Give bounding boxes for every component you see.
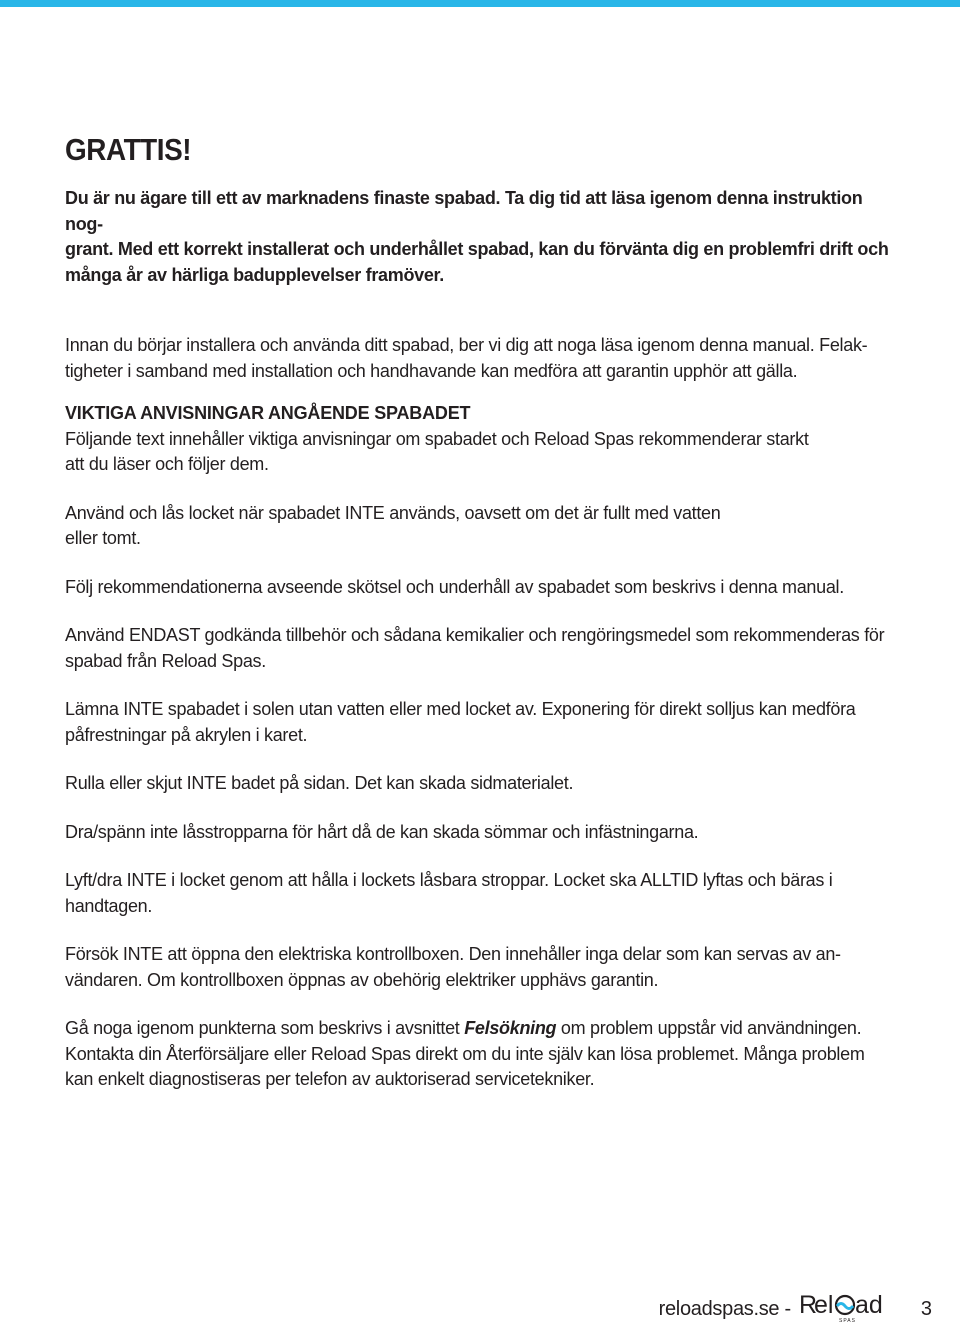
logo-wordmark: ad xyxy=(854,1290,883,1319)
rule-line: eller tomt. xyxy=(65,528,141,548)
rule-line: Rulla eller skjut INTE badet på sidan. Det kan skada sidmaterialet. xyxy=(65,773,574,793)
rule-line: Dra/spänn inte låsstropparna för hårt då de kan skada sömmar och infästningarna. xyxy=(65,821,699,842)
top-accent-bar xyxy=(0,0,960,7)
rule-line: Använd ENDAST godkända tillbehör och sådana kemikalier och rengöringsmedel som rekommenderas för xyxy=(65,625,885,645)
logo-wordmark: R xyxy=(798,1290,817,1319)
rule-item-lock-cover xyxy=(65,501,895,552)
innan-paragraph xyxy=(65,333,895,384)
section-lead xyxy=(65,427,895,478)
rule-line: Lämna INTE spabadet i solen utan vatten eller med locket av. Exponering för direkt solljus kan medföra xyxy=(65,699,856,719)
logo-graphic xyxy=(799,1290,899,1324)
section-heading: VIKTIGA ANVISNINGAR ANGÅENDE SPABADET xyxy=(65,403,471,423)
final-line: Kontakta din Återförsäljare eller Reload Spas direkt om du inte själv kan lösa problemet. Många problem xyxy=(65,1043,865,1064)
final-text: om problem uppstår vid användningen. xyxy=(556,1018,862,1038)
final-paragraph xyxy=(65,1016,895,1093)
felsokning-reference: Felsökning xyxy=(464,1018,557,1038)
logo-subtext: SPAS xyxy=(838,1317,856,1324)
section-lead-line: Följande text innehåller viktiga anvisningar om spabadet och Reload Spas rekommenderar starkt xyxy=(65,428,809,449)
intro-line: många år av härliga badupplevelser framöver. xyxy=(65,264,444,285)
rule-line: spabad från Reload Spas. xyxy=(65,650,266,671)
reload-spas-logo xyxy=(799,1290,899,1329)
rule-item-accessories xyxy=(65,623,895,674)
rule-item-maintenance xyxy=(65,575,895,601)
page-content xyxy=(65,128,895,1093)
final-line xyxy=(65,1016,895,1042)
innan-line: Innan du börjar installera och använda ditt spabad, ber vi dig att noga läsa igenom denna manual. Felak- xyxy=(65,335,868,355)
rule-line: Använd och lås locket när spabadet INTE används, oavsett om det är fullt med vatten xyxy=(65,502,721,523)
intro-line: grant. Med ett korrekt installerat och underhållet spabad, kan du förvänta dig en problemfri drift och xyxy=(65,239,889,259)
innan-line: tigheter i samband med installation och handhavande kan medföra att garantin upphör att gälla. xyxy=(65,360,798,381)
intro-paragraph xyxy=(65,186,895,288)
rule-item-straps xyxy=(65,820,895,846)
page-title: GRATTIS! xyxy=(65,132,192,167)
rule-item-roll xyxy=(65,771,895,797)
final-line: kan enkelt diagnostiseras per telefon av auktoriserad servicetekniker. xyxy=(65,1069,595,1089)
page-number: 3 xyxy=(920,1297,932,1320)
section-lead-line: att du läser och följer dem. xyxy=(65,454,269,474)
rule-line: Lyft/dra INTE i locket genom att hålla i lockets låsbara stroppar. Locket ska ALLTID lyftas och bäras i xyxy=(65,870,833,890)
rule-item-lift-cover xyxy=(65,868,895,919)
rule-line: handtagen. xyxy=(65,895,153,916)
intro-line: Du är nu ägare till ett av marknadens finaste spabad. Ta dig tid att läsa igenom denna instruktion nog- xyxy=(65,188,863,234)
rule-item-sun xyxy=(65,697,895,748)
rule-line: påfrestningar på akrylen i karet. xyxy=(65,724,308,745)
final-text: Gå noga igenom punkterna som beskrivs i avsnittet xyxy=(65,1018,465,1038)
rule-line: Följ rekommendationerna avseende skötsel och underhåll av spabadet som beskrivs i denna manual. xyxy=(65,576,844,597)
rule-line: Försök INTE att öppna den elektriska kontrollboxen. Den innehåller inga delar som kan servas av an- xyxy=(65,944,841,964)
rule-line: vändaren. Om kontrollboxen öppnas av obehörig elektriker upphävs garantin. xyxy=(65,969,659,990)
logo-wave xyxy=(837,1303,853,1308)
logo-wordmark: el xyxy=(813,1290,834,1319)
page-footer xyxy=(659,1292,932,1326)
rule-item-control-box xyxy=(65,942,895,993)
footer-site: reloadspas.se - xyxy=(658,1297,791,1320)
